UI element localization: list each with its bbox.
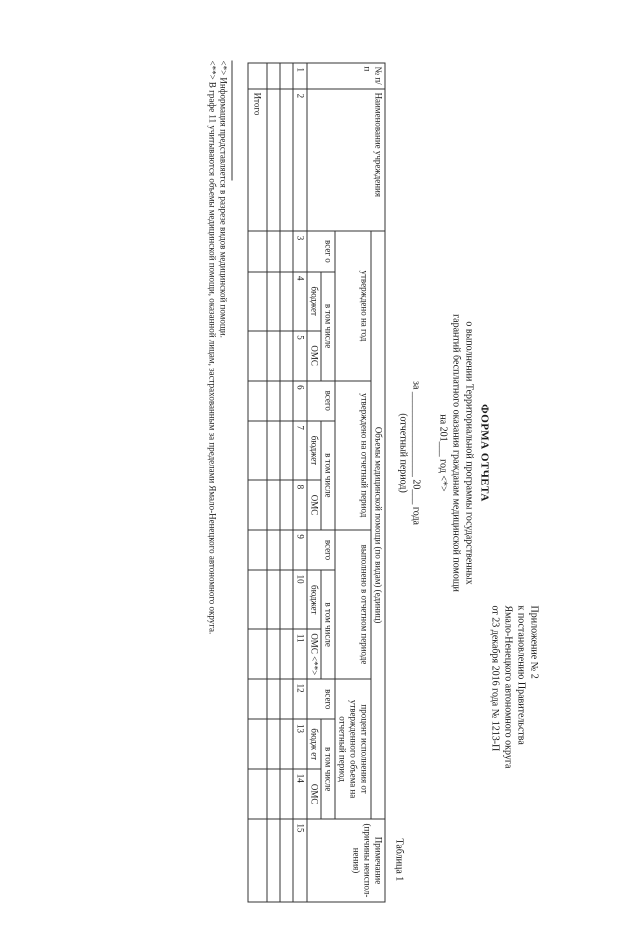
report-title-block <box>436 0 490 905</box>
report-table <box>247 62 385 902</box>
oms-header-percent: ОМС <box>307 769 321 819</box>
table-cell <box>267 63 280 89</box>
approved-period-header: утверждено на отчетный период <box>335 380 371 529</box>
table-cell <box>267 480 280 530</box>
approved-year-header: утверждено на год <box>335 231 371 380</box>
appendix-line-3: Ямало-Ненецкого автономного округа <box>502 605 513 768</box>
report-subtitle-line-2: гарантий бесплатного оказания гражданам медицинской помощи <box>450 313 461 592</box>
table-cell <box>248 231 267 271</box>
performed-header: выполнено в отчетном периоде <box>335 529 371 678</box>
table-cell <box>267 679 280 719</box>
column-number: 6 <box>293 380 307 420</box>
column-number: 3 <box>293 231 307 271</box>
footnote-divider <box>231 60 232 180</box>
table-cell <box>248 380 267 420</box>
including-header-period: в том числе <box>321 420 335 529</box>
period-caption: (отчетный период) <box>397 412 408 493</box>
table-cell <box>280 719 293 769</box>
table-cell <box>267 629 280 679</box>
table-cell <box>280 380 293 420</box>
percent-header: процент исполнения от утвержденного объема на отчетный период <box>335 679 371 819</box>
table-cell <box>280 629 293 679</box>
table-row <box>267 63 280 902</box>
total-row <box>248 63 267 902</box>
table-cell <box>280 89 293 231</box>
header-row-1 <box>371 63 385 902</box>
including-header-performed: в том числе <box>321 570 335 679</box>
oms-header-period: ОМС <box>307 480 321 530</box>
column-number: 14 <box>293 769 307 819</box>
table-cell <box>280 769 293 819</box>
table-cell <box>267 719 280 769</box>
column-number: 7 <box>293 420 307 479</box>
table-cell <box>248 271 267 330</box>
table-cell <box>267 570 280 629</box>
period-line: за _________________ 20___ года <box>410 380 421 525</box>
table-cell <box>248 330 267 380</box>
reporting-period <box>396 0 422 905</box>
column-number: 13 <box>293 719 307 769</box>
total-header-performed: всего <box>307 529 335 569</box>
including-header-percent: в том числе <box>321 719 335 819</box>
table-cell <box>248 629 267 679</box>
table-cell <box>280 271 293 330</box>
table-cell <box>280 63 293 89</box>
table-cell <box>248 679 267 719</box>
report-title: ФОРМА ОТЧЕТА <box>478 403 490 502</box>
column-number: 1 <box>293 63 307 89</box>
footnote-1: <*> Информация представляется в разрезе видов медицинской помощи. <box>218 60 228 338</box>
footnote-2: <**> В графе 11 учитываются объемы медицинской помощи, оказанной лицам, застрахованным за пределами Ямало-Ненецкого автономного округа. <box>207 60 217 634</box>
table-cell <box>280 679 293 719</box>
table-cell <box>248 769 267 819</box>
appendix-line-1: Приложение № 2 <box>528 605 539 679</box>
report-subtitle-line-3: на 201___ год <*> <box>437 413 448 492</box>
total-row-label: Итого <box>248 89 267 231</box>
column-number: 2 <box>293 89 307 231</box>
col-num-header: № п/п <box>307 63 385 89</box>
volumes-header: Объемы медицинской помощи (по видам) (единиц) <box>371 231 385 819</box>
table-cell <box>267 89 280 231</box>
oms-star-header-performed: ОМС <**> <box>307 629 321 679</box>
column-number: 11 <box>293 629 307 679</box>
table-cell <box>248 570 267 629</box>
column-number: 5 <box>293 330 307 380</box>
budget-header-performed: бюджет <box>307 570 321 629</box>
column-number: 12 <box>293 679 307 719</box>
table-cell <box>248 719 267 769</box>
report-subtitle-line-1: о выполнении Территориальной программы государственных <box>463 320 474 585</box>
table-cell <box>267 380 280 420</box>
table-cell <box>280 330 293 380</box>
table-cell <box>248 818 267 901</box>
appendix-line-4: от 23 декабря 2016 года № 1213-П <box>489 605 500 751</box>
table-cell <box>248 420 267 479</box>
budget-split-header-percent: бюдж ет <box>307 719 321 769</box>
column-number: 10 <box>293 570 307 629</box>
table-cell <box>267 420 280 479</box>
oms-header-year: ОМС <box>307 330 321 380</box>
appendix-line-2: к постановлению Правительства <box>515 605 526 745</box>
column-number: 15 <box>293 818 307 901</box>
table-cell <box>267 818 280 901</box>
table-cell <box>267 529 280 569</box>
table-cell <box>280 231 293 271</box>
appendix-header <box>488 605 540 925</box>
table-cell <box>267 330 280 380</box>
table-row <box>280 63 293 902</box>
table-cell <box>248 63 267 89</box>
table-cell <box>248 480 267 530</box>
table-cell <box>280 420 293 479</box>
table-cell <box>280 818 293 901</box>
table-cell <box>267 769 280 819</box>
budget-header-year: бюджет <box>307 271 321 330</box>
table-label: Таблица 1 <box>393 838 404 881</box>
budget-header-period: бюджет <box>307 420 321 479</box>
table-cell <box>280 529 293 569</box>
column-number: 9 <box>293 529 307 569</box>
table-cell <box>248 529 267 569</box>
table-cell <box>280 570 293 629</box>
column-number: 4 <box>293 271 307 330</box>
footnotes <box>206 60 232 880</box>
column-numbers-row <box>293 63 307 902</box>
table-cell <box>267 271 280 330</box>
total-header-year: всег о <box>307 231 335 271</box>
including-header-year: в том числе <box>321 271 335 380</box>
total-header-period: всего <box>307 380 335 420</box>
total-header-percent: всего <box>307 679 335 719</box>
table-cell <box>280 480 293 530</box>
table-cell <box>267 231 280 271</box>
col-name-header: Наименование учреждения <box>307 89 385 231</box>
column-number: 8 <box>293 480 307 530</box>
note-header: Примечание (причины неиспол- нения) <box>307 818 385 901</box>
